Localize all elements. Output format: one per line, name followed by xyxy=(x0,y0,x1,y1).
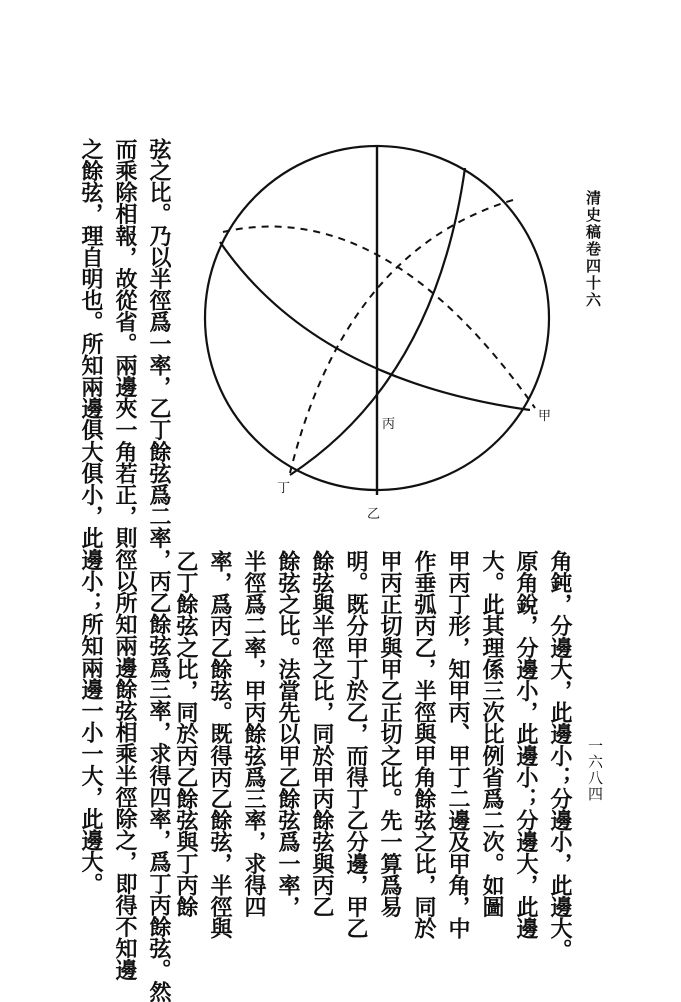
text-line: 大。此其理係三次比例省爲二次。如圖 xyxy=(479,550,505,918)
text-line: 餘弦與半徑之比，同於甲丙餘弦與丙乙 xyxy=(309,550,335,918)
text-line: 甲丙丁形，知甲丙、甲丁二邊及甲角，中 xyxy=(445,550,471,939)
text-line: 半徑爲二率，甲丙餘弦爲三率，求得四 xyxy=(241,550,267,918)
arc-dashed-upper xyxy=(223,227,535,408)
label-ding: 丁 xyxy=(277,481,291,496)
text-line: 而乘除相報，故從省。兩邊夾一角若正，則徑以所知兩邊餘弦相乘半徑除之，即得不知邊 xyxy=(112,138,138,981)
running-header-title: 清史稿卷四十六 xyxy=(584,190,602,309)
text-line: 乙丁餘弦之比，同於丙乙餘弦與丁丙餘 xyxy=(173,550,199,918)
page-number: 一六八四 xyxy=(586,738,604,802)
text-line: 率，爲丙乙餘弦。既得丙乙餘弦，半徑與 xyxy=(207,550,233,939)
label-yi: 乙 xyxy=(367,507,381,522)
text-line: 甲丙正切與甲乙正切之比。先一算爲易 xyxy=(377,550,403,918)
text-line: 原角銳，分邊小，此邊小；分邊大，此邊 xyxy=(513,550,539,939)
text-line: 明。既分甲丁於乙，而得丁乙分邊，甲乙 xyxy=(343,550,369,939)
label-bing: 丙 xyxy=(382,417,396,432)
diagram-svg xyxy=(195,130,565,530)
text-line: 弦之比。乃以半徑爲一率，乙丁餘弦爲二率，丙乙餘弦爲三率，求得四率，爲丁丙餘弦。然 xyxy=(146,138,172,1002)
spherical-triangle-diagram xyxy=(195,130,565,530)
text-line: 作垂弧丙乙，半徑與甲角餘弦之比，同於 xyxy=(411,550,437,939)
text-line: 角鈍，分邊大，此邊小；分邊小，此邊大。 xyxy=(547,550,573,961)
text-line: 餘弦之比。法當先以甲乙餘弦爲一率， xyxy=(275,550,301,918)
arc-solid-jia xyxy=(220,242,530,410)
text-line: 之餘弦，理自明也。所知兩邊俱大俱小，此邊小；所知兩邊一小一大，此邊大。 xyxy=(78,138,104,895)
arc-dashed-lower xyxy=(290,200,513,473)
label-jia: 甲 xyxy=(538,409,552,424)
